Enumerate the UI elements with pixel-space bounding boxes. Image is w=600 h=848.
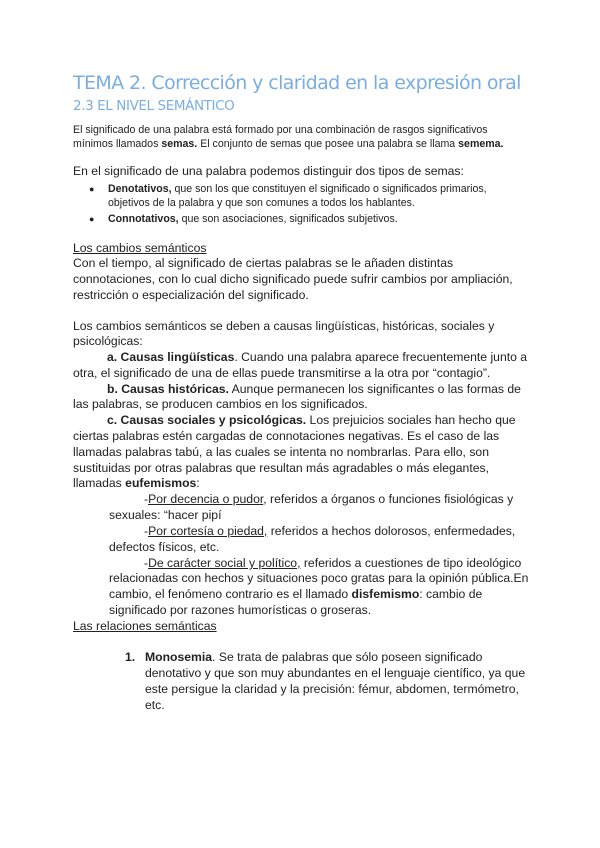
list-number: 1.: [125, 650, 136, 664]
eufemismo-cortesia-cont: defectos físicos, etc.: [109, 540, 220, 554]
cambios-p2-line: Los cambios semánticos se deben a causas lingüísticas, históricas, sociales y: [73, 319, 495, 333]
eufemismo-pudor: -Por decencia o pudor, referidos a órganos o funciones fisiológicas y: [144, 492, 514, 506]
monosemia-cont: este persigue la claridad y la precisión: fémur, abdomen, termómetro,: [145, 682, 519, 696]
relaciones-heading: Las relaciones semánticas: [73, 619, 217, 633]
page-title: TEMA 2. Corrección y claridad en la expresión oral: [73, 72, 521, 94]
causa-social: c. Causas sociales y psicológicas. Los prejuicios sociales han hecho que: [107, 413, 516, 427]
causa-historica: b. Causas históricas. Aunque permanecen los significantes o las formas de: [107, 382, 521, 396]
causa-historica-cont: las palabras, se producen cambios en los significados.: [73, 397, 368, 411]
monosemia-item: Monosemia. Se trata de palabras que sólo poseen significado: [145, 650, 483, 664]
bullet-denotativos: Denotativos, que son los que constituyen el significado o significados primarios,: [108, 183, 487, 195]
causa-linguistica: a. Causas lingüísticas. Cuando una palabra aparece frecuentemente junto a: [107, 350, 528, 364]
bullet-dot-icon: ●: [89, 214, 95, 224]
bullet-dot-icon: ●: [89, 184, 95, 194]
intro-line-1: El significado de una palabra está formado por una combinación de rasgos significativos: [73, 124, 488, 136]
monosemia-cont: etc.: [145, 698, 165, 712]
eufemismo-social-cont: relacionadas con hechos y situaciones poco gratas para la opinión pública.En: [109, 571, 529, 585]
eufemismo-pudor-cont: sexuales: “hacer pipí: [109, 508, 222, 522]
cambios-p1-line: connotaciones, con lo cual dicho significado puede sufrir cambios por ampliación,: [73, 272, 513, 286]
eufemismo-cortesia: -Por cortesía o piedad, referidos a hechos dolorosos, enfermedades,: [144, 524, 516, 538]
eufemismo-social-cont: cambio, el fenómeno contrario es el llamado disfemismo: cambio de: [109, 587, 483, 601]
cambios-p1-line: Con el tiempo, al significado de ciertas palabras se le añaden distintas: [73, 256, 454, 270]
eufemismo-social: -De carácter social y político, referidos a cuestiones de tipo ideológico: [144, 556, 522, 570]
causa-social-cont: sustituidas por otras palabras que resultan más agradables o más elegantes,: [73, 461, 489, 475]
monosemia-cont: denotativo y que son muy abundantes en el lenguaje científico, ya que: [145, 666, 526, 680]
bullet-connotativos: Connotativos, que son asociaciones, significados subjetivos.: [108, 213, 398, 225]
causa-social-cont: llamadas eufemismos:: [73, 476, 200, 490]
cambios-heading: Los cambios semánticos: [73, 241, 207, 255]
causa-social-cont: llamadas palabras tabú, a las cuales se intenta no nombrarlas. Para ello, son: [73, 445, 489, 459]
cambios-p2-line: psicológicas:: [73, 334, 143, 348]
cambios-p1-line: restricción o especialización del significado.: [73, 288, 309, 302]
bullet-denotativos-cont: objetivos de la palabra y que son comunes a todos los hablantes.: [108, 197, 415, 209]
eufemismo-social-cont: significado por razones humorísticas o groseras.: [109, 603, 372, 617]
tipos-heading: En el significado de una palabra podemos distinguir dos tipos de semas:: [73, 164, 464, 178]
causa-linguistica-cont: otra, el significado de una de ellas puede transmitirse a la otra por “contagio”.: [73, 366, 491, 380]
intro-line-2: mínimos llamados semas. El conjunto de semas que posee una palabra se llama semema.: [73, 138, 504, 150]
section-subtitle: 2.3 EL NIVEL SEMÁNTICO: [73, 98, 235, 114]
causa-social-cont: ciertas palabras estén cargadas de connotaciones negativas. Es el caso de las: [73, 429, 500, 443]
